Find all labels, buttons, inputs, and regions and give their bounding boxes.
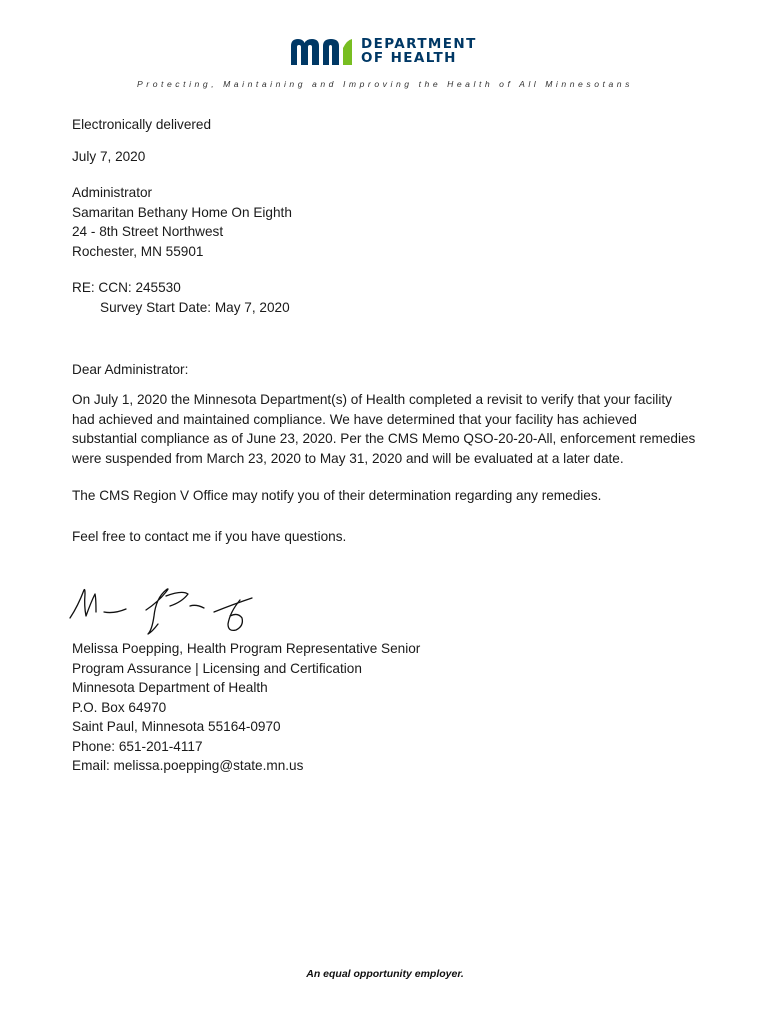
recipient-title: Administrator: [72, 185, 153, 200]
body-paragraph-2: The CMS Region V Office may notify you of their determination regarding any remedies.: [72, 488, 602, 503]
recipient-facility: Samaritan Bethany Home On Eighth: [72, 204, 292, 220]
salutation: Dear Administrator:: [72, 362, 189, 377]
re-ccn-line: RE: CCN: 245530: [72, 280, 181, 295]
footer-equal-opportunity: An equal opportunity employer.: [306, 968, 464, 980]
agency-tagline: Protecting, Maintaining and Improving the Health of All Minnesotans: [137, 79, 633, 89]
signer-phone: Phone: 651-201-4117: [72, 738, 203, 754]
mn-logo-mark-icon: [289, 36, 353, 66]
signer-agency: Minnesota Department of Health: [72, 680, 268, 695]
logo-line-of-health: OF HEALTH: [361, 50, 457, 66]
paragraph-1-line: had achieved and maintained compliance. We have determined that your facility has achieved: [72, 411, 637, 427]
logo-line-department: DEPARTMENT: [361, 36, 477, 52]
paragraph-1-line: On July 1, 2020 the Minnesota Department(s) of Health completed a revisit to verify that your facility: [72, 392, 672, 407]
logo-wordmark: [361, 37, 477, 65]
recipient-city: Rochester, MN 55901: [72, 243, 204, 259]
signer-city: Saint Paul, Minnesota 55164-0970: [72, 719, 281, 734]
signer-name-title: Melissa Poepping, Health Program Representative Senior: [72, 641, 421, 656]
body-paragraph-1: [72, 390, 712, 468]
paragraph-1-line: were suspended from March 23, 2020 to May 31, 2020 and will be evaluated at a later date.: [72, 450, 624, 466]
paragraph-1-line: substantial compliance as of June 23, 2020. Per the CMS Memo QSO-20-20-All, enforcement remedies: [72, 431, 696, 446]
signer-po-box: P.O. Box 64970: [72, 699, 167, 715]
signer-division: Program Assurance | Licensing and Certification: [72, 660, 362, 676]
body-paragraph-3: Feel free to contact me if you have questions.: [72, 529, 347, 544]
mdh-logo: [289, 34, 489, 68]
recipient-street: 24 - 8th Street Northwest: [72, 224, 224, 239]
letter-date: July 7, 2020: [72, 149, 146, 164]
delivery-method: Electronically delivered: [72, 117, 212, 132]
re-survey-date-line: Survey Start Date: May 7, 2020: [100, 299, 290, 315]
signer-email: Email: melissa.poepping@state.mn.us: [72, 758, 304, 773]
handwritten-signature-icon: [64, 582, 264, 640]
